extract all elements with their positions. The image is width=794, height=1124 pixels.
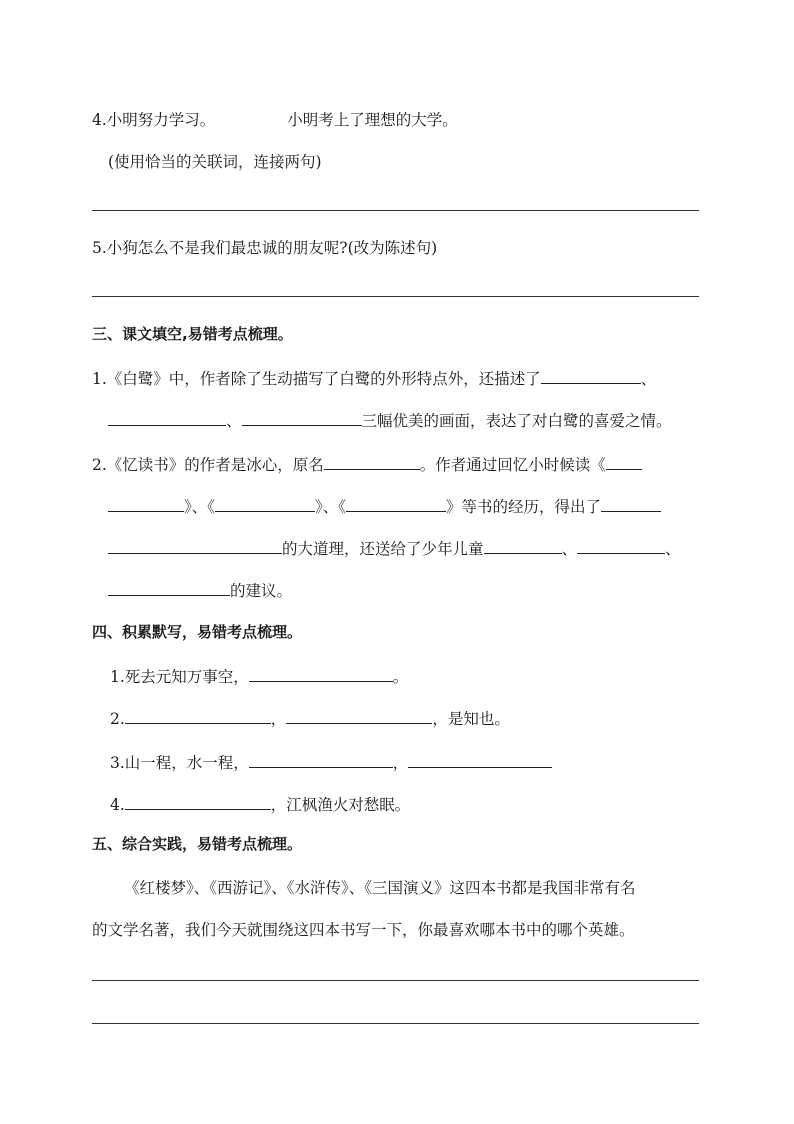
recite-3-blank-2[interactable] xyxy=(408,750,552,768)
recite-2-comma: ， xyxy=(270,710,287,728)
recite-1-text: 1.死去元知万事空， xyxy=(110,668,249,686)
section-four-title: 四、积累默写，易错考点梳理。 xyxy=(92,623,303,641)
section-three-q2-line3 xyxy=(108,536,681,559)
answer-line-q4[interactable] xyxy=(92,210,699,211)
q2-text-e: 》等书的经历，得出了 xyxy=(446,498,602,516)
q2-text-d: 》、《 xyxy=(315,498,347,516)
recite-3-comma: ， xyxy=(392,754,409,772)
recite-1-end: 。 xyxy=(392,668,409,686)
q2-text-h: 、 xyxy=(665,540,681,558)
recite-2-number: 2. xyxy=(110,710,125,728)
recite-4-number: 4. xyxy=(110,796,125,814)
q2-blank-advice-2[interactable] xyxy=(577,536,665,554)
question-4-first-sentence: 4.小明努力学习。 xyxy=(92,111,216,129)
answer-line-section-five-2[interactable] xyxy=(92,1023,699,1024)
section-five-paragraph-line2: 的文学名著，我们今天就围绕这四本书写一下，你最喜欢哪本书中的哪个英雄。 xyxy=(92,921,635,939)
section-three-title: 三、课文填空,易错考点梳理。 xyxy=(92,325,293,343)
q2-blank-book1[interactable] xyxy=(108,494,184,512)
question-4-hint: (使用恰当的关联词，连接两句) xyxy=(108,153,322,171)
q2-text-c: 》、《 xyxy=(184,498,216,516)
recite-line-1 xyxy=(110,664,408,687)
q1-separator: 、 xyxy=(640,370,657,388)
section-three-q2-line4 xyxy=(108,578,292,601)
recite-3-text: 3.山一程，水一程， xyxy=(110,754,249,772)
q1-text-b: 三幅优美的画面，表达了对白鹭的喜爱之情。 xyxy=(361,412,672,430)
question-5: 5.小狗怎么不是我们最忠诚的朋友呢?(改为陈述句) xyxy=(92,239,438,257)
recite-1-blank[interactable] xyxy=(249,664,393,682)
q1-blank-3[interactable] xyxy=(242,408,362,426)
recite-line-3 xyxy=(110,750,552,773)
q2-blank-book2[interactable] xyxy=(215,494,315,512)
recite-2-blank-1[interactable] xyxy=(125,706,271,724)
section-three-q1-line2 xyxy=(108,408,672,431)
answer-line-section-five-1[interactable] xyxy=(92,980,699,981)
section-three-q2-line2 xyxy=(108,494,661,517)
answer-line-q5[interactable] xyxy=(92,296,699,297)
q2-text-a: 2.《忆读书》的作者是冰心，原名 xyxy=(92,456,324,474)
q2-blank-book3[interactable] xyxy=(346,494,446,512)
q2-blank-advice-1[interactable] xyxy=(484,536,562,554)
q2-blank-lesson-start[interactable] xyxy=(601,494,661,512)
question-4 xyxy=(92,110,458,130)
section-three-q1-line1 xyxy=(92,366,656,389)
section-three-q2-line1 xyxy=(92,452,642,475)
q2-text-i: 的建议。 xyxy=(230,582,293,600)
recite-2-blank-2[interactable] xyxy=(286,706,432,724)
recite-4-blank[interactable] xyxy=(125,792,271,810)
recite-3-blank-1[interactable] xyxy=(249,750,393,768)
q2-blank-book1-start[interactable] xyxy=(606,452,642,470)
q2-text-b: 。作者通过回忆小时候读《 xyxy=(419,456,606,474)
section-five-paragraph-line1: 《红楼梦》、《西游记》、《水浒传》、《三国演义》这四本书都是我国非常有名 xyxy=(124,879,636,897)
recite-4-end: ，江枫渔火对愁眠。 xyxy=(270,796,411,814)
q2-blank-author[interactable] xyxy=(324,452,420,470)
recite-2-end: ，是知也。 xyxy=(432,710,510,728)
q2-blank-advice-3[interactable] xyxy=(108,578,230,596)
recite-line-2 xyxy=(110,706,510,729)
question-4-second-sentence: 小明考上了理想的大学。 xyxy=(287,111,458,129)
recite-line-4 xyxy=(110,792,410,815)
q2-text-g: 、 xyxy=(561,540,578,558)
section-five-title: 五、综合实践，易错考点梳理。 xyxy=(92,835,303,853)
q2-blank-lesson[interactable] xyxy=(108,536,282,554)
q1-blank-2[interactable] xyxy=(108,408,226,426)
q1-blank-1[interactable] xyxy=(541,366,641,384)
q1-text-a: 1.《白鹭》中，作者除了生动描写了白鹭的外形特点外，还描述了 xyxy=(92,370,541,388)
q1-separator-2: 、 xyxy=(226,412,242,430)
q2-text-f: 的大道理，还送给了少年儿童 xyxy=(282,540,484,558)
